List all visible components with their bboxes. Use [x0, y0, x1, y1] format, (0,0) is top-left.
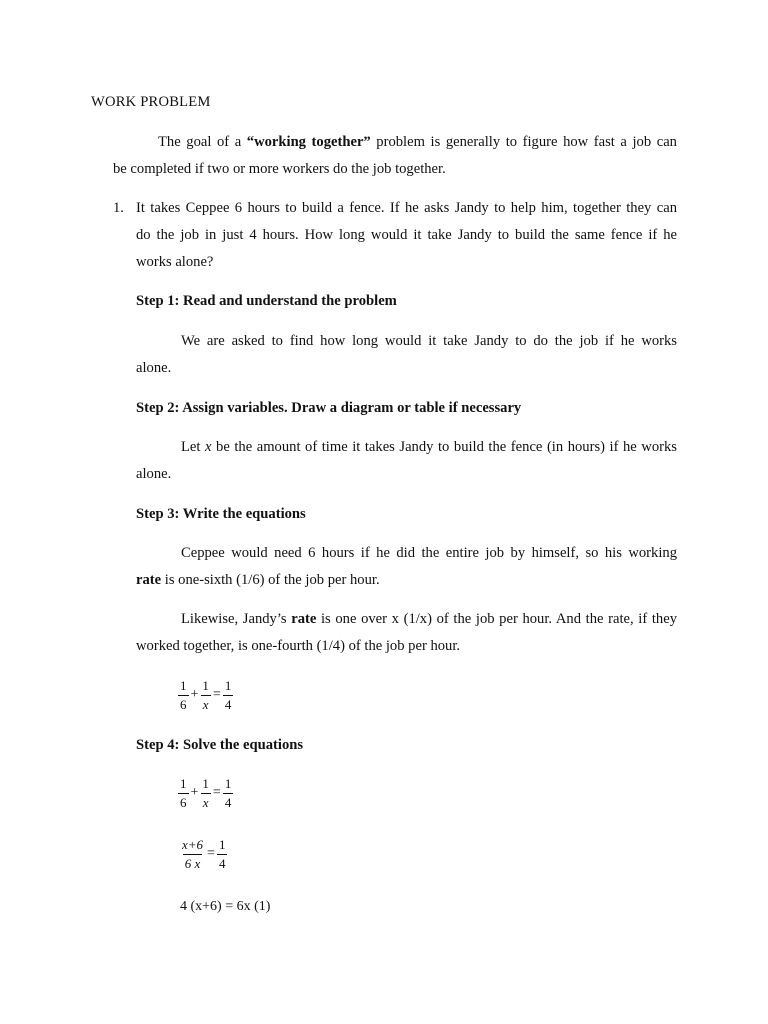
step1-line-2: alone. — [136, 360, 172, 376]
fraction-one-fourth — [223, 775, 234, 811]
intro-pre: The goal of a — [158, 134, 247, 150]
step3-p2-pre: Likewise, Jandy’s — [181, 611, 292, 627]
denominator: 4 — [218, 856, 226, 871]
step2-heading: Step 2: Assign variables. Draw a diagram or table if necessary — [136, 400, 522, 416]
problem-line-2: do the job in just 4 hours. How long would it take Jandy to build the same fence if he — [136, 227, 677, 243]
numerator: 1 — [202, 776, 209, 791]
intro-bold-term: “working together” — [246, 134, 371, 150]
numerator: x+6 — [182, 837, 204, 852]
equation-step4-a — [178, 775, 233, 811]
fraction-one-fourth — [223, 677, 234, 713]
equation-rates — [178, 677, 233, 713]
equation-step4-c: 4 (x+6) = 6x (1) — [180, 899, 271, 914]
fraction-one-over-x — [200, 677, 211, 713]
numerator: 1 — [224, 776, 232, 791]
equation-step4-b — [180, 836, 227, 872]
step2-variable: x — [205, 439, 212, 455]
plus-sign: + — [190, 785, 199, 800]
plus-sign: + — [190, 687, 199, 702]
denominator: x — [202, 697, 209, 712]
step3-p1-line-2 — [136, 567, 380, 594]
step1-heading: Step 1: Read and understand the problem — [136, 293, 397, 309]
step2-post: be the amount of time it takes Jandy to build the fence (in hours) if he works — [211, 439, 677, 455]
step3-p2-line-2: worked together, is one-fourth (1/4) of the job per hour. — [136, 638, 461, 654]
step3-p2-line-1 — [181, 606, 677, 633]
numerator: 1 — [224, 678, 232, 693]
step2-line-1 — [181, 434, 677, 461]
fraction-one-fourth — [217, 836, 228, 872]
intro-line-1 — [158, 129, 677, 156]
problem-line-1: It takes Ceppee 6 hours to build a fence. If he asks Jandy to help him, together they can — [136, 200, 677, 216]
denominator: 6 x — [184, 856, 201, 871]
denominator: 4 — [224, 697, 232, 712]
rate-term-2: rate — [291, 611, 317, 627]
fraction-one-over-x — [200, 775, 211, 811]
step4-heading: Step 4: Solve the equations — [136, 737, 304, 753]
step3-heading: Step 3: Write the equations — [136, 506, 306, 522]
intro-post: problem is generally to figure how fast a job can — [370, 134, 677, 150]
problem-number: 1. — [113, 200, 124, 216]
numerator: 1 — [218, 837, 226, 852]
numerator: 1 — [180, 678, 187, 693]
numerator: 1 — [180, 776, 187, 791]
intro-line-2: be completed if two or more workers do the job together. — [113, 161, 446, 177]
denominator: 6 — [180, 795, 187, 810]
step3-p1-rest: is one-sixth (1/6) of the job per hour. — [161, 572, 380, 588]
equals-sign: = — [207, 846, 215, 861]
step1-line-1: We are asked to find how long would it take Jandy to do the job if he works — [181, 333, 677, 349]
problem-line-3: works alone? — [136, 254, 214, 270]
equals-sign: = — [212, 687, 221, 702]
fraction-x-plus-6-over-6x — [180, 836, 205, 872]
rate-term: rate — [136, 572, 162, 588]
step3-p1-line-1: Ceppee would need 6 hours if he did the entire job by himself, so his working — [181, 545, 677, 561]
numerator: 1 — [202, 678, 209, 693]
fraction-one-sixth — [178, 775, 189, 811]
equals-sign: = — [212, 785, 221, 800]
denominator: 6 — [180, 697, 187, 712]
step2-pre: Let — [181, 439, 205, 455]
step3-p2-post: is one over x (1/x) of the job per hour. And the rate, if they — [316, 611, 677, 627]
page-title: WORK PROBLEM — [91, 94, 211, 110]
denominator: x — [202, 795, 209, 810]
denominator: 4 — [224, 795, 232, 810]
fraction-one-sixth — [178, 677, 189, 713]
step2-line-2: alone. — [136, 466, 172, 482]
